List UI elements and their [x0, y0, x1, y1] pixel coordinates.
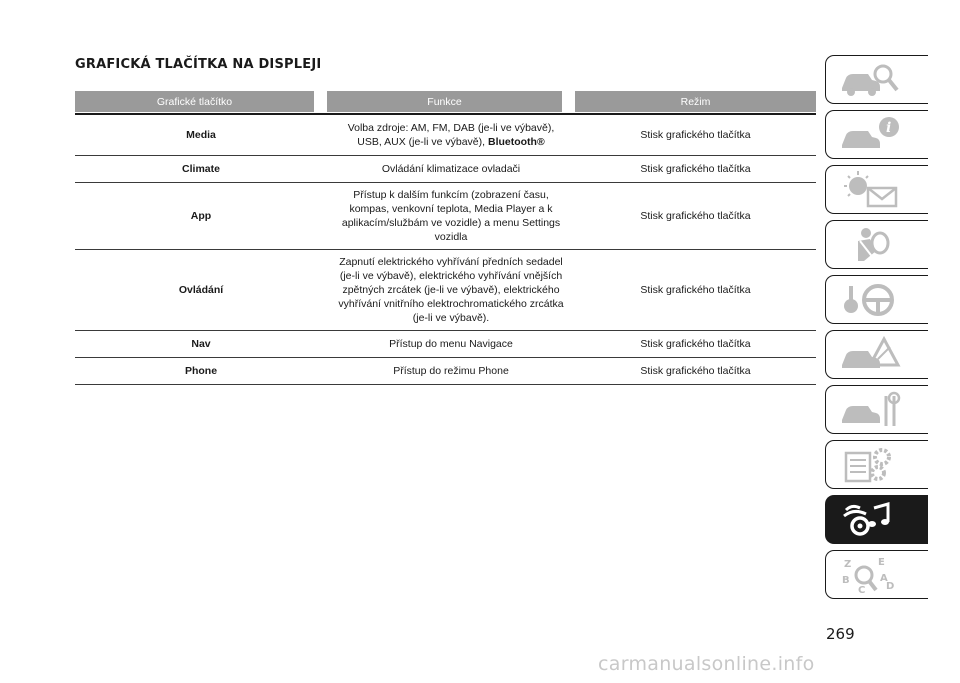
row-function — [327, 121, 575, 149]
table-row — [75, 250, 816, 331]
alphabetical-index-icon — [836, 555, 906, 595]
watermark: carmanualsonline.info — [598, 653, 815, 675]
car-info-icon — [836, 115, 906, 155]
tab-instrument-panel[interactable] — [825, 110, 928, 159]
page-title: GRAFICKÁ TLAČÍTKA NA DISPLEJI — [75, 57, 322, 72]
svg-text:E: E — [878, 557, 885, 568]
row-button-name: Media — [186, 129, 216, 141]
tab-technical-data[interactable] — [825, 440, 928, 489]
header-function: Funkce — [327, 91, 562, 112]
row-mode: Stisk grafického tlačítka — [640, 163, 751, 175]
tab-emergency[interactable] — [825, 330, 928, 379]
car-crash-warning-icon — [836, 335, 906, 375]
row-function: Přístup do menu Navigace — [389, 338, 513, 350]
tab-starting-driving[interactable] — [825, 275, 928, 324]
steering-wheel-key-icon — [836, 280, 906, 320]
tab-multimedia[interactable] — [825, 495, 928, 544]
tab-index[interactable] — [825, 550, 928, 599]
tab-warning-lights[interactable] — [825, 165, 928, 214]
tab-maintenance[interactable] — [825, 385, 928, 434]
row-function: Ovládání klimatizace ovladači — [381, 163, 521, 175]
svg-text:A: A — [880, 573, 888, 584]
svg-text:i: i — [886, 120, 892, 136]
section-tabs — [825, 55, 928, 605]
airbag-safety-icon — [836, 225, 906, 265]
row-mode: Stisk grafického tlačítka — [640, 338, 751, 350]
multimedia-music-icon — [836, 500, 906, 540]
header-mode: Režim — [575, 91, 816, 112]
row-function-text: Volba zdroje: AM, FM, DAB (je-li ve výbavě), USB, AUX (je-li ve výbavě), — [347, 122, 555, 148]
table-row — [75, 358, 816, 385]
svg-text:D: D — [886, 581, 895, 592]
car-wrench-icon — [836, 390, 906, 430]
specs-gear-icon — [836, 445, 906, 485]
row-button-name: Nav — [191, 338, 211, 350]
row-button-name: App — [190, 210, 212, 222]
row-function: Přístup k dalším funkcím (zobrazení času, kompas, venkovní teplota, Media Player a k aplikacím/službám ve vozidle) a menu Settings vozidla — [341, 189, 561, 243]
tab-safety[interactable] — [825, 220, 928, 269]
row-function-bold: Bluetooth® — [487, 136, 545, 148]
svg-text:Z: Z — [844, 559, 852, 570]
row-mode: Stisk grafického tlačítka — [640, 210, 751, 222]
row-function: Přístup do režimu Phone — [393, 365, 509, 377]
table-row — [75, 115, 816, 156]
table-row — [75, 156, 816, 183]
svg-text:C: C — [858, 585, 866, 595]
svg-text:B: B — [842, 575, 850, 586]
car-magnifier-icon — [836, 60, 906, 100]
header-button: Grafické tlačítko — [75, 91, 314, 112]
page-number: 269 — [826, 625, 855, 643]
row-mode: Stisk grafického tlačítka — [640, 365, 751, 377]
table-row — [75, 183, 816, 250]
table-header — [75, 91, 816, 112]
warning-light-envelope-icon — [836, 170, 906, 210]
row-mode: Stisk grafického tlačítka — [640, 129, 751, 141]
row-button-name: Ovládání — [178, 284, 224, 296]
row-mode: Stisk grafického tlačítka — [640, 284, 751, 296]
table-row — [75, 331, 816, 358]
buttons-table — [75, 91, 816, 385]
row-button-name: Climate — [182, 163, 220, 175]
tab-getting-to-know[interactable] — [825, 55, 928, 104]
row-function: Zapnutí elektrického vyhřívání předních sedadel (je-li ve výbavě), elektrického vyhřívání vnějších zpětných zrcátek (je-li ve výbavě), elektrického vyhřívání vnitřního elektrochromatického zrcátka (je-li ve výbavě). — [338, 256, 564, 324]
row-button-name: Phone — [184, 365, 218, 377]
